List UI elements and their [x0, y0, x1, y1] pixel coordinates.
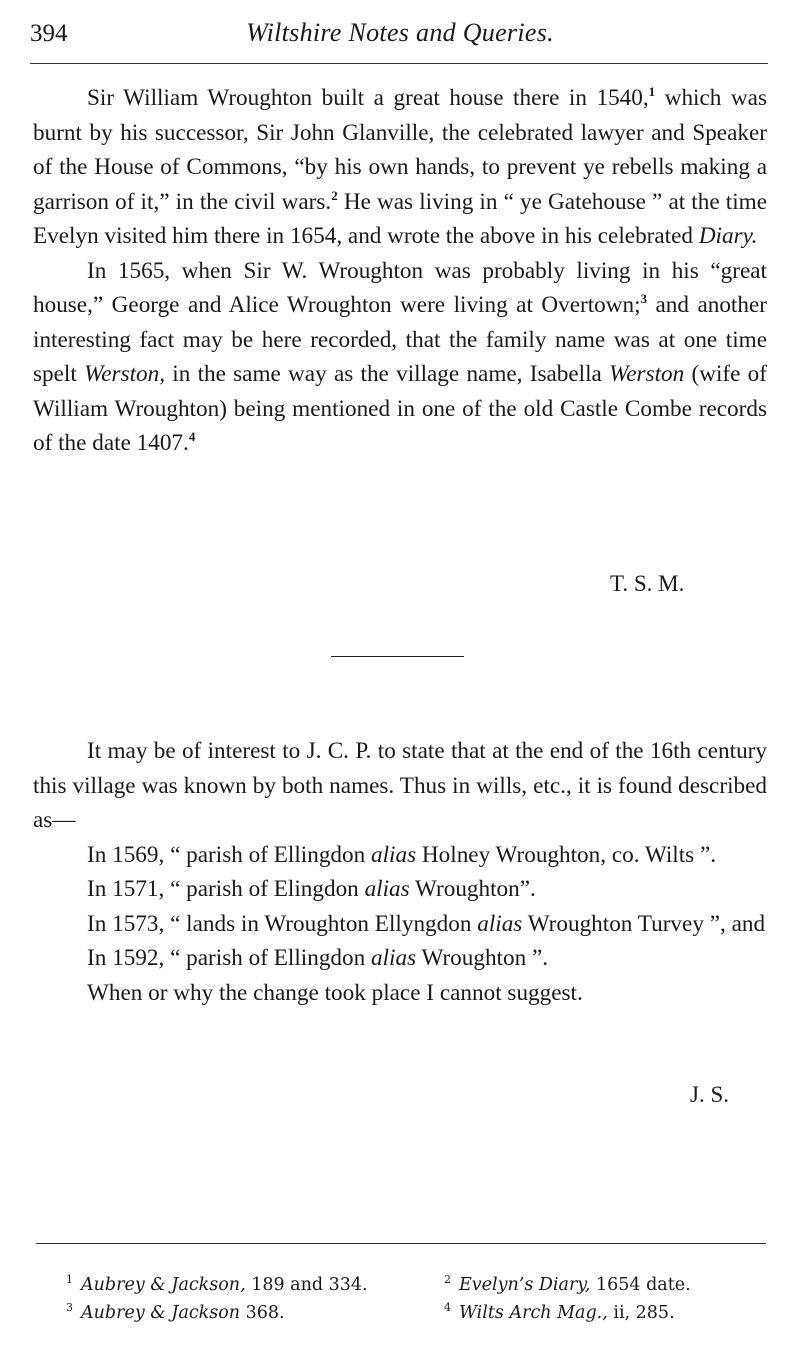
- footnote-number: 4: [444, 1301, 451, 1314]
- text-run: In 1569, “ parish of Ellingdon: [87, 841, 372, 868]
- italic-title: Diary.: [698, 223, 758, 249]
- signature-js: J. S.: [690, 1082, 729, 1107]
- entry-1571: [33, 872, 767, 907]
- footnote-4: [444, 1301, 675, 1323]
- footnote-number: 1: [66, 1273, 73, 1286]
- entry-1569: [33, 838, 767, 873]
- footnote-2: [444, 1273, 691, 1295]
- footnote-source: Aubrey & Jackson: [81, 1303, 241, 1323]
- text-run: In 1565, when Sir W. Wroughton was probably living in his “great house,” George and Alice Wroughton were living at Overtown;: [33, 257, 767, 318]
- text-run: In 1571, “ parish of Elingdon: [87, 876, 365, 902]
- section-divider: [331, 656, 464, 657]
- footnote-detail: 189 and 334.: [245, 1275, 368, 1295]
- text-run: Wroughton ”.: [416, 945, 549, 971]
- closing-line: When or why the change took place I cannot suggest.: [87, 979, 583, 1006]
- text-run: Holney Wroughton, co. Wilts ”.: [416, 841, 717, 868]
- text-run: Wroughton Turvey ”, and: [522, 910, 766, 937]
- article-tsm: [33, 81, 767, 461]
- paragraph: [33, 81, 767, 254]
- footnote-detail: 368.: [240, 1303, 285, 1323]
- text-run: Wroughton”.: [409, 876, 536, 902]
- paragraph: It may be of interest to J. C. P. to state that at the end of the 16th century this village was known by both names. Thus in wills, etc., it is found described as—: [33, 738, 767, 833]
- text-run: in the same way as the village name, Isabella: [165, 361, 610, 387]
- page-header: [30, 14, 770, 54]
- text-run: and another interesting fact may be here recorded, that the family name was at one time spelt: [33, 292, 767, 387]
- footnote-source: Wilts Arch Mag.,: [459, 1303, 608, 1323]
- italic-alias: alias: [477, 910, 523, 937]
- page-number: 394: [30, 20, 68, 47]
- italic-alias: alias: [371, 841, 417, 868]
- footnote-rule: [36, 1243, 766, 1244]
- italic-alias: alias: [364, 876, 410, 902]
- text-run: In 1573, “ lands in Wroughton Ellyngdon: [87, 910, 478, 937]
- paragraph: [33, 254, 767, 461]
- italic-name: Werston,: [84, 361, 166, 387]
- running-title: Wiltshire Notes and Queries.: [246, 18, 554, 47]
- footnote-detail: ii, 285.: [607, 1303, 675, 1323]
- footnote-ref: 3: [640, 291, 648, 306]
- footnote-source: Evelyn’s Diary,: [459, 1275, 591, 1295]
- text-run: which was burnt by his successor, Sir John Glanville, the celebrated lawyer and Speaker of the House of Commons, “by his own hands, to prevent ye rebells making a garrison of it,” in the civil wars.: [33, 85, 767, 215]
- footnote-1: [66, 1273, 368, 1295]
- italic-alias: alias: [371, 945, 417, 971]
- italic-name: Werston: [609, 361, 685, 387]
- entry-1573: [33, 907, 767, 942]
- footnote-ref: 2: [331, 187, 338, 203]
- footnote-ref: 4: [188, 429, 196, 444]
- header-rule: [30, 63, 768, 64]
- text-run: In 1592, “ parish of Ellingdon: [87, 945, 372, 971]
- text-run: Sir William Wroughton built a great house there in 1540,: [87, 85, 649, 111]
- footnote-source: Aubrey & Jackson,: [81, 1275, 246, 1295]
- text-run: He was living in “ ye Gatehouse ” at the time Evelyn visited him there in 1654, and wrote the above in his celebrated: [33, 188, 767, 249]
- entry-1592: [33, 941, 767, 976]
- footnote-number: 2: [444, 1273, 451, 1286]
- footnote-number: 3: [66, 1301, 73, 1314]
- text-run: (wife of William Wroughton) being mentioned in one of the old Castle Combe records of the date 1407.: [33, 361, 767, 456]
- footnote-detail: 1654 date.: [590, 1275, 691, 1295]
- footnote-3: [66, 1301, 285, 1323]
- article-js: [33, 734, 767, 1010]
- footnote-ref: 1: [648, 84, 656, 99]
- signature-tsm: T. S. M.: [610, 571, 685, 596]
